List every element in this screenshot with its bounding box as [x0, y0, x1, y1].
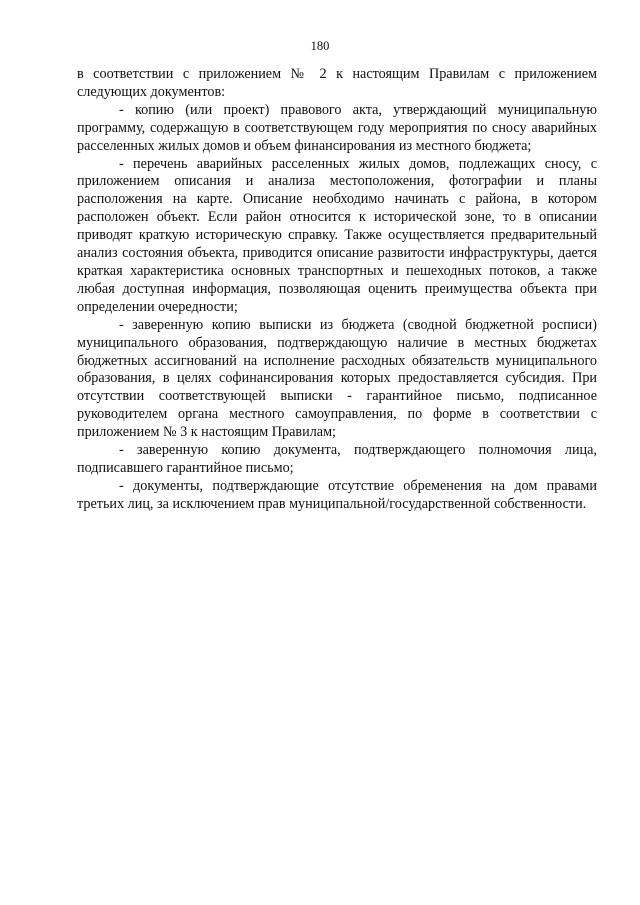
document-body: [77, 66, 597, 514]
paragraph-intro: в соответствии с приложением № 2 к настоящим Правилам с приложением следующих документов:: [77, 66, 597, 100]
page-number: 180: [310, 39, 330, 53]
paragraph-legal-act-copy: - копию (или проект) правового акта, утверждающий муниципальную программу, содержащую в соответствующем году мероприятия по сносу аварийных расселенных жилых домов и объем финансирования из местного бюджета;: [77, 101, 597, 154]
paragraph-authority-document: - заверенную копию документа, подтверждающего полномочия лица, подписавшего гарантийное письмо;: [77, 442, 597, 476]
paragraph-emergency-houses-list: - перечень аварийных расселенных жилых домов, подлежащих сносу, с приложением описания и анализа местоположения, фотографии и планы расположения на карте. Описание необходимо начинать с района, в котором расположен объект. Если район относится к исторической зоне, то в описании приводят краткую историческую справку. Также осуществляется предварительный анализ состояния объекта, приводится описание развитости инфраструктуры, дается краткая характеристика основных транспортных и пешеходных потоков, а также любая доступная информация, позволяющая оценить преимущества объекта при определении очередности;: [77, 155, 597, 315]
paragraph-budget-extract: - заверенную копию выписки из бюджета (сводной бюджетной росписи) муниципального образования, подтверждающую наличие в местных бюджетах бюджетных ассигнований на исполнение расходных обязательств муниципального образования, в целях софинансирования которых предоставляется субсидия. При отсутствии соответствующей выписки - гарантийное письмо, подписанное руководителем органа местного самоуправления, по форме в соответствии с приложением № 3 к настоящим Правилам;: [77, 316, 597, 441]
paragraph-encumbrance-documents: - документы, подтверждающие отсутствие обременения на дом правами третьих лиц, за исключением прав муниципальной/государственной собственности.: [77, 477, 597, 512]
